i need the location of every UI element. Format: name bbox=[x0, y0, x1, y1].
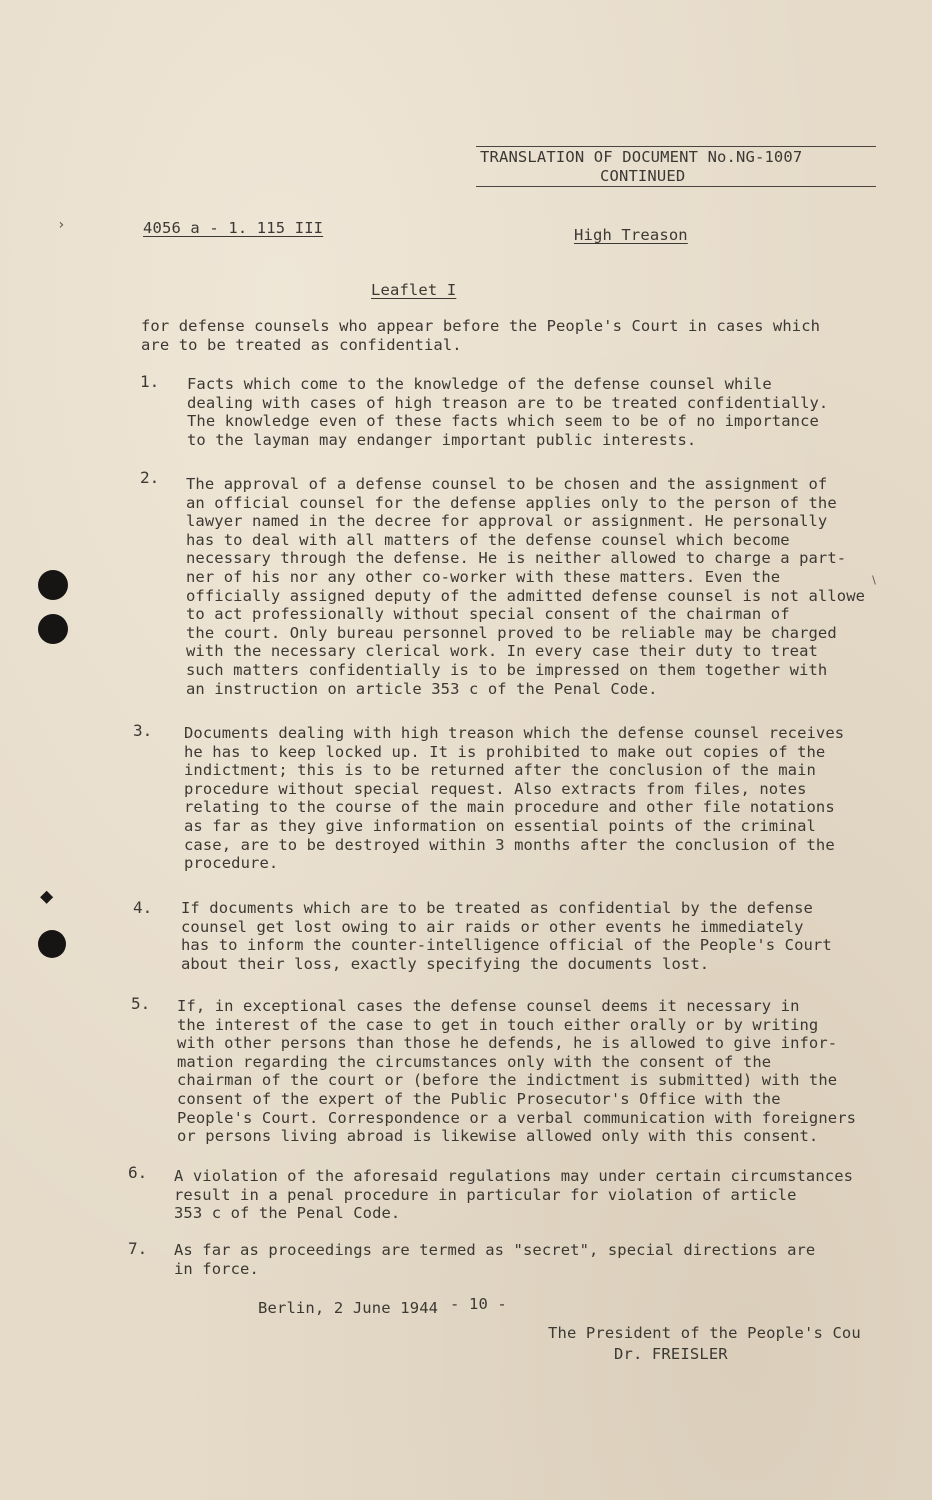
item-number: 1. bbox=[140, 372, 160, 391]
item-number: 6. bbox=[128, 1163, 148, 1182]
header-top-rule bbox=[476, 146, 876, 147]
item-4-text: If documents which are to be treated as confidential by the defense counsel get lost owing to air raids or other events he immediately has to inform the counter-intelligence official of the People's Court about their loss, exactly specifying the documents lost. bbox=[181, 899, 832, 973]
item-7-text: As far as proceedings are termed as "secret", special directions are in force. bbox=[174, 1241, 816, 1278]
item-2-text: The approval of a defense counsel to be chosen and the assignment of an official counsel for the defense applies only to the person of the lawyer named in the decree for approval or assignment. He personally has to deal with all matters of the defense counsel which become necessary through the defense. He is neither allowed to charge a part- ner of his nor any other co-worker with these matters. Even the officially assigned deputy of the admitted defense counsel is not allowe to act professionally without special consent of the chairman of the court. Only bureau personnel proved to be reliable may be charged with the necessary clerical work. In every case their duty to treat such matters confidentially is to be impressed on them together with an instruction on article 353 c of the Penal Code. bbox=[186, 475, 866, 698]
item-number: 3. bbox=[133, 721, 153, 740]
header-bottom-rule bbox=[476, 186, 876, 187]
subject-heading: High Treason bbox=[574, 226, 688, 244]
item-5-text: If, in exceptional cases the defense counsel deems it necessary in the interest of the case to get in touch either orally or by writing with other persons than those he defends, he is allowed to give infor- mation regarding the circumstances only with the consent of the chairman of the court or (before the indictment is submitted) with the consent of the expert of the Public Prosecutor's Office with the People's Court. Correspondence or a verbal communication with foreigners or persons living abroad is likewise allowed only with this consent. bbox=[177, 997, 857, 1146]
continued-label: CONTINUED bbox=[600, 167, 686, 185]
item-number: 4. bbox=[133, 898, 153, 917]
item-1-text: Facts which come to the knowledge of the defense counsel while dealing with cases of high treason are to be treated confidentially. The knowledge even of these facts which seem to be of no importance to the layman may endanger important public interests. bbox=[187, 375, 829, 449]
item-number: 5. bbox=[131, 994, 151, 1013]
item-number: 2. bbox=[140, 468, 160, 487]
margin-tick-icon: ∖ bbox=[870, 574, 878, 587]
intro-paragraph: for defense counsels who appear before the People's Court in cases which are to be treated as confidential. bbox=[141, 317, 821, 354]
punch-hole bbox=[38, 614, 68, 644]
translation-title: TRANSLATION OF DOCUMENT No.NG-1007 bbox=[480, 148, 803, 166]
item-6-text: A violation of the aforesaid regulations may under certain circumstances result in a penal procedure in particular for violation of article 353 c of the Penal Code. bbox=[174, 1167, 854, 1223]
leaflet-title: Leaflet I bbox=[371, 281, 457, 299]
page-number: - 10 - bbox=[450, 1295, 507, 1313]
item-3-text: Documents dealing with high treason which the defense counsel receives he has to keep locked up. It is prohibited to make out copies of the indictment; this is to be returned after the conclusion of the main procedure without special request. Also extracts from files, notes relating to the course of the main procedure and other file notations as far as they give information on essential points of the criminal case, are to be destroyed within 3 months after the conclusion of the procedure. bbox=[184, 724, 845, 873]
date-line: Berlin, 2 June 1944 bbox=[258, 1299, 439, 1317]
punch-hole bbox=[38, 570, 68, 600]
item-number: 7. bbox=[128, 1239, 148, 1258]
file-reference: 4056 a - 1. 115 III bbox=[143, 219, 324, 237]
margin-tick-icon: › bbox=[57, 217, 66, 233]
signature-title: The President of the People's Cou bbox=[548, 1324, 861, 1342]
signature-name: Dr. FREISLER bbox=[614, 1345, 728, 1363]
punch-hole bbox=[38, 930, 66, 958]
staple-mark-icon: ◆ bbox=[40, 884, 54, 909]
